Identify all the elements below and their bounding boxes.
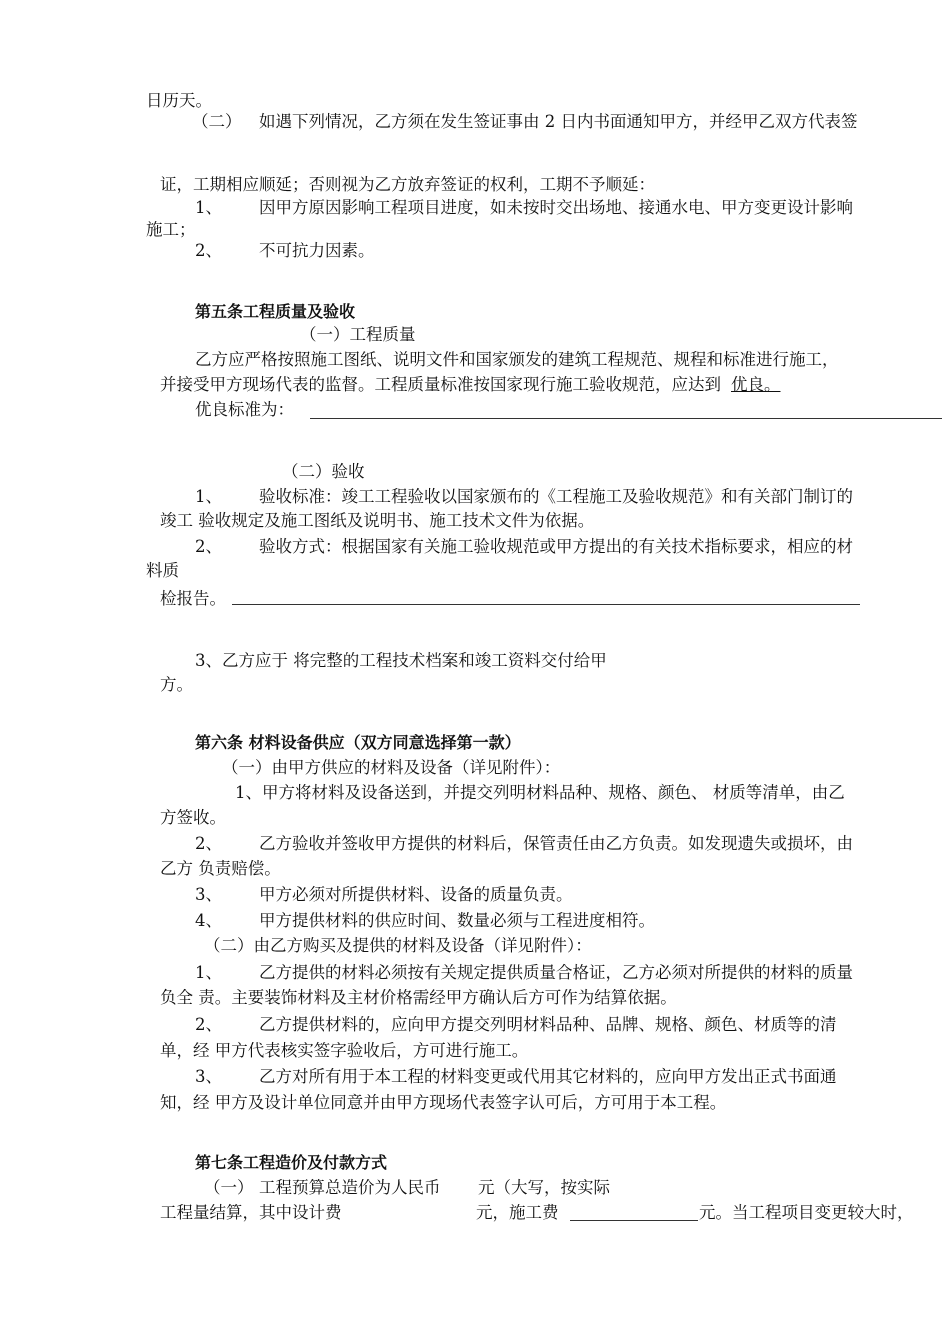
item-number: 3、 <box>195 1067 222 1086</box>
text-line: 日历天。 <box>146 91 212 110</box>
text-line: 单，经 甲方代表核实签字验收后，方可进行施工。 <box>160 1041 529 1060</box>
item-number: 1、 <box>195 487 222 506</box>
text-line: 元。当工程项目变更较大时， <box>699 1203 914 1222</box>
clause-number: （二） <box>192 112 242 131</box>
text-line: 乙方验收并签收甲方提供的材料后，保管责任由乙方负责。如发现遗失或损坏，由 <box>259 834 853 853</box>
text-line: 验收方式：根据国家有关施工验收规范或甲方提出的有关技术指标要求，相应的材 <box>259 537 853 556</box>
text-line: 竣工 验收规定及施工图纸及说明书、施工技术文件为依据。 <box>160 511 595 530</box>
text-line: 元（大写，按实际 <box>478 1178 610 1197</box>
text-line: 证，工期相应顺延；否则视为乙方放弃签证的权利，工期不予顺延： <box>160 175 655 194</box>
text-line: 乙方对所有用于本工程的材料变更或代用其它材料的，应向甲方发出正式书面通 <box>259 1067 837 1086</box>
article-heading: 第五条工程质量及验收 <box>195 302 356 321</box>
section-heading: （二）验收 <box>282 462 365 481</box>
article-heading: 第七条工程造价及付款方式 <box>195 1153 388 1172</box>
text-line: 因甲方原因影响工程项目进度，如未按时交出场地、接通水电、甲方变更设计影响 <box>259 198 853 217</box>
text-line: 不可抗力因素。 <box>259 241 375 260</box>
text-line: 施工； <box>146 220 196 239</box>
item-number: 3、 <box>195 885 222 904</box>
fill-in-blank <box>232 604 860 605</box>
text-line: 工程量结算，其中设计费 <box>160 1203 342 1222</box>
text-line: 甲方提供材料的供应时间、数量必须与工程进度相符。 <box>259 911 655 930</box>
text-line <box>160 377 791 394</box>
item-number: 2、 <box>195 834 222 853</box>
item-number: 2、 <box>195 241 222 260</box>
item-number: 4、 <box>195 911 222 930</box>
text-line: 乙方 负责赔偿。 <box>160 859 281 878</box>
section-heading: （二）由乙方购买及提供的材料及设备（详见附件）： <box>204 936 592 955</box>
text-line: 乙方应严格按照施工图纸、说明文件和国家颁发的建筑工程规范、规程和标准进行施工， <box>195 350 839 369</box>
fill-in-blank <box>310 418 942 419</box>
text-line: 乙方提供材料的，应向甲方提交列明材料品种、品牌、规格、颜色、材质等的清 <box>259 1015 837 1034</box>
section-heading: （一）工程质量 <box>300 325 416 344</box>
text-line: 如遇下列情况，乙方须在发生签证事由 2 日内书面通知甲方，并经甲乙双方代表签 <box>259 112 858 131</box>
text-line: 方。 <box>160 675 193 694</box>
article-heading: 第六条 材料设备供应（双方同意选择第一款） <box>195 733 521 752</box>
text-line: 乙方提供的材料必须按有关规定提供质量合格证，乙方必须对所提供的材料的质量 <box>259 963 853 982</box>
text-line: 知，经 甲方及设计单位同意并由甲方现场代表签字认可后，方可用于本工程。 <box>160 1093 727 1112</box>
section-heading: （一）由甲方供应的材料及设备（详见附件）： <box>222 758 561 777</box>
field-label: 优良标准为： <box>195 400 294 419</box>
text-line: 1、甲方将材料及设备送到，并提交列明材料品种、规格、颜色、 材质等清单，由乙 <box>235 783 845 802</box>
text-line: 甲方必须对所提供材料、设备的质量负责。 <box>259 885 573 904</box>
text-line: 检报告。 <box>160 589 226 608</box>
text-line: 元，施工费 <box>476 1203 559 1222</box>
text-line: 验收标准：竣工工程验收以国家颁布的《工程施工及验收规范》和有关部门制订的 <box>259 487 853 506</box>
text-line: 负全 责。主要装饰材料及主材价格需经甲方确认后方可作为结算依据。 <box>160 988 677 1007</box>
text-line: 料质 <box>146 561 179 580</box>
text-line: 3、乙方应于 将完整的工程技术档案和竣工资料交付给甲 <box>195 651 607 670</box>
item-number: 1、 <box>195 963 222 982</box>
text-line: 方签收。 <box>160 808 226 827</box>
fill-in-blank <box>570 1220 698 1221</box>
item-number: 2、 <box>195 1015 222 1034</box>
clause-number: （一） <box>204 1178 254 1197</box>
text-segment: 并接受甲方现场代表的监督。工程质量标准按国家现行施工验收规范，应达到 <box>160 375 721 394</box>
item-number: 2、 <box>195 537 222 556</box>
text-line: 工程预算总造价为人民币 <box>259 1178 441 1197</box>
item-number: 1、 <box>195 198 222 217</box>
underlined-value: 优良。 <box>731 375 781 394</box>
